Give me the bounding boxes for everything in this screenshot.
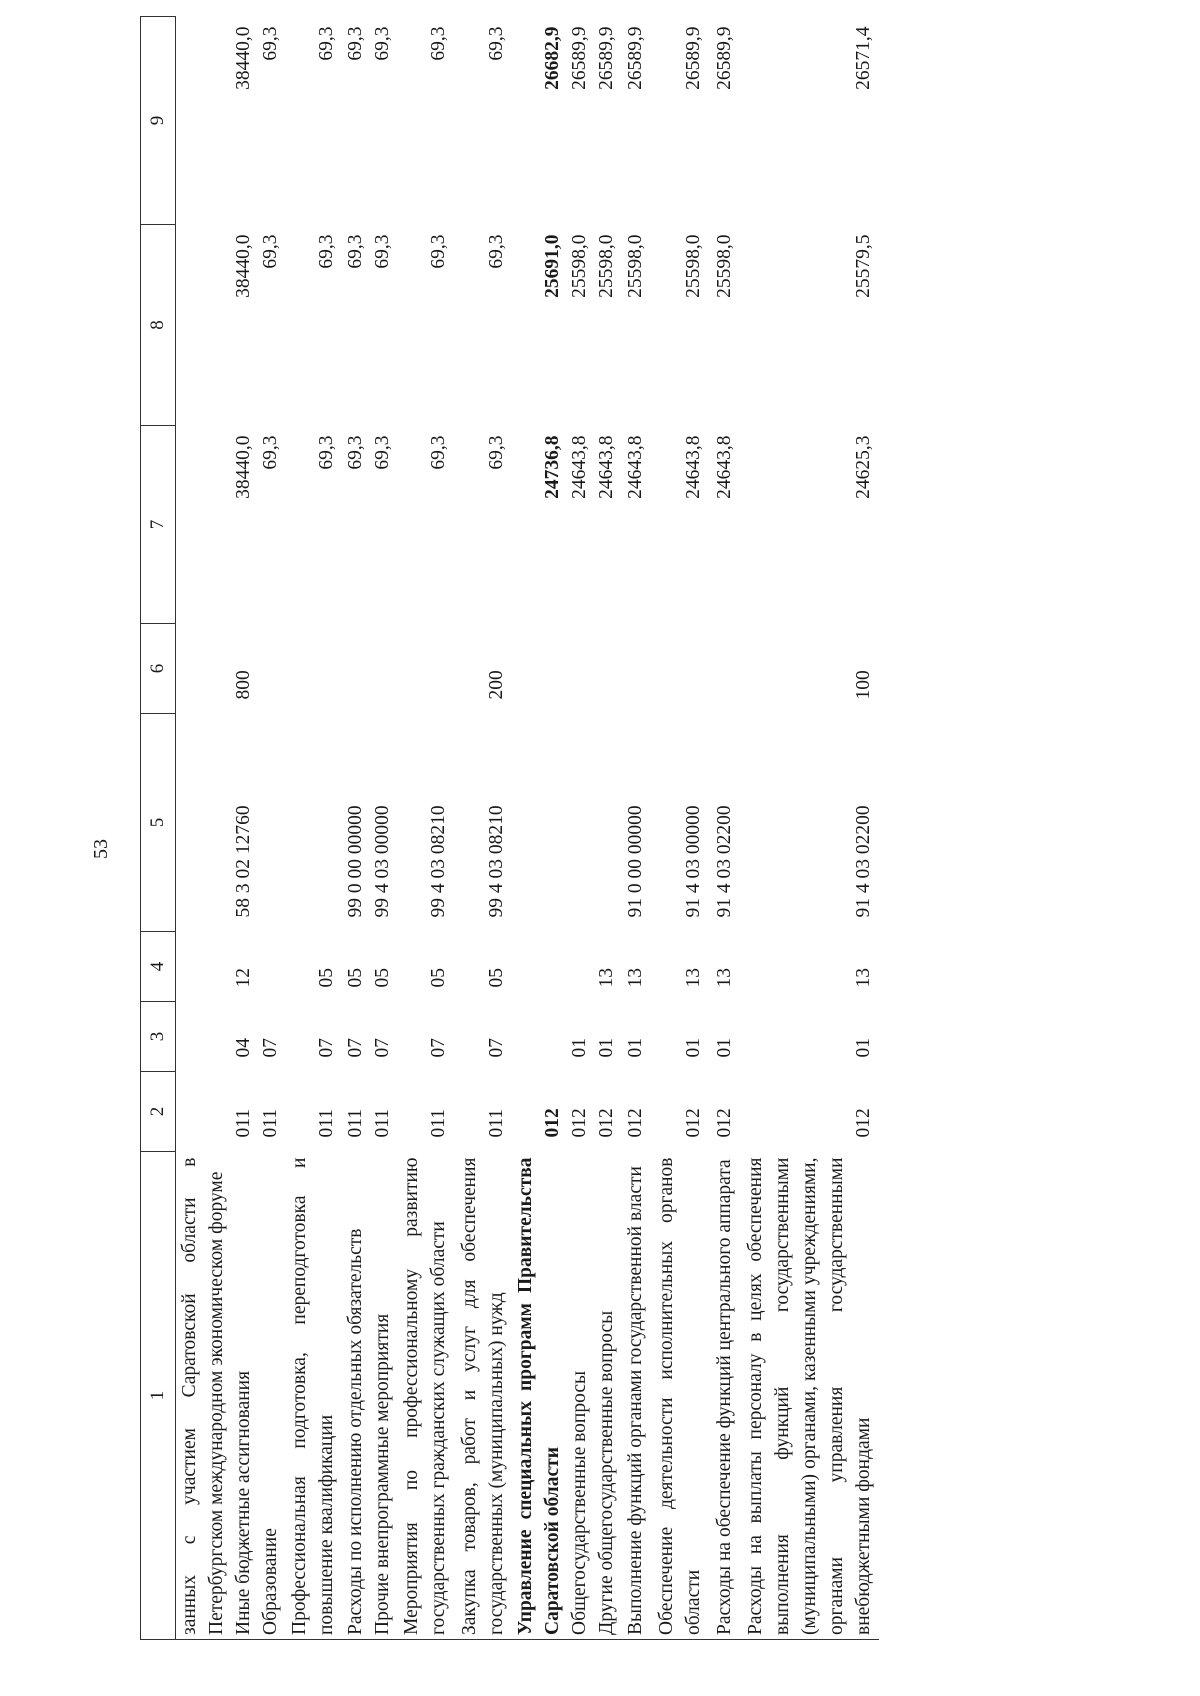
row-code-cell: 012 — [625, 1108, 646, 1138]
row-target-cell: 91 0 00 00000 — [625, 805, 646, 918]
row-value-cell: 24643,8 — [683, 435, 704, 499]
row-name-cell: Мероприятия по профессиональному развитию государственных гражданских служащих области — [396, 1152, 454, 1640]
row-subsection-cell: 05 — [345, 968, 366, 988]
row-value-cell: 69,3 — [316, 234, 337, 269]
table-body — [176, 17, 880, 1640]
row-section-cell: 01 — [714, 1038, 735, 1058]
row-value-cell: 25598,0 — [569, 234, 590, 298]
row-value-cell: 69,3 — [345, 234, 366, 269]
row-value-cell: 26589,9 — [625, 26, 646, 90]
row-value-cell: 38440,0 — [233, 435, 254, 499]
row-name-cell: Профессиональная подготовка, переподготовка и повышение квалификации — [284, 1152, 342, 1640]
row-section-cell — [512, 1002, 566, 1072]
row-name-cell: Расходы по исполнению отдельных обязательств — [342, 1152, 369, 1640]
row-value-cell: 24643,8 — [714, 435, 735, 499]
row-value-cell: 69,3 — [428, 435, 449, 470]
header-cell: 7 — [141, 426, 176, 624]
row-value-cell: 69,3 — [372, 234, 393, 269]
row-target-cell — [257, 714, 284, 932]
row-subsection-cell — [257, 932, 284, 1002]
header-cell: 9 — [141, 17, 176, 225]
row-type-cell — [512, 624, 566, 714]
row-section-cell: 07 — [486, 1038, 507, 1058]
row-value-cell — [176, 225, 231, 426]
row-value-cell: 25598,0 — [625, 234, 646, 298]
row-type-cell — [396, 624, 454, 714]
header-cell: 2 — [141, 1072, 176, 1152]
row-target-cell — [176, 714, 231, 932]
row-subsection-cell: 13 — [714, 968, 735, 988]
row-code-cell: 011 — [260, 1108, 281, 1138]
row-value-cell: 25598,0 — [596, 234, 617, 298]
table-row — [342, 17, 369, 1640]
table-row — [740, 17, 879, 1640]
row-value-cell: 69,3 — [486, 234, 507, 269]
row-type-cell — [566, 624, 593, 714]
table-row — [566, 17, 593, 1640]
row-value-cell: 26571,4 — [853, 26, 874, 90]
row-value-cell: 24643,8 — [569, 435, 590, 499]
row-value-cell: 24643,8 — [625, 435, 646, 499]
row-target-cell — [512, 714, 566, 932]
table-header-row — [141, 17, 176, 1640]
row-target-cell: 99 4 03 08210 — [486, 805, 507, 918]
page-number: 53 — [90, 839, 112, 859]
row-code-cell: 011 — [428, 1108, 449, 1138]
row-subsection-cell: 13 — [596, 968, 617, 988]
row-value-cell: 69,3 — [345, 435, 366, 470]
header-cell: 6 — [141, 624, 176, 714]
row-subsection-cell: 13 — [683, 968, 704, 988]
header-cell: 8 — [141, 225, 176, 426]
row-type-cell — [342, 624, 369, 714]
row-target-cell: 99 4 03 00000 — [372, 805, 393, 918]
table-row — [284, 17, 342, 1640]
row-value-cell: 69,3 — [428, 234, 449, 269]
row-value-cell: 24736,8 — [542, 435, 563, 499]
table-row — [620, 17, 651, 1640]
row-type-cell — [284, 624, 342, 714]
row-target-cell: 99 0 00 00000 — [345, 805, 366, 918]
row-value-cell: 25579,5 — [853, 234, 874, 298]
row-code-cell — [176, 1072, 231, 1152]
row-target-cell: 91 4 03 02200 — [714, 805, 735, 918]
table-row — [257, 17, 284, 1640]
row-subsection-cell: 05 — [316, 968, 337, 988]
row-type-cell — [369, 624, 396, 714]
row-section-cell: 07 — [428, 1038, 449, 1058]
row-code-cell: 012 — [569, 1108, 590, 1138]
row-type-cell — [620, 624, 651, 714]
row-type-cell — [709, 624, 740, 714]
row-section-cell: 07 — [372, 1038, 393, 1058]
row-subsection-cell — [512, 932, 566, 1002]
row-value-cell — [176, 426, 231, 624]
row-target-cell: 58 3 02 12760 — [233, 805, 254, 918]
row-subsection-cell: 12 — [233, 968, 254, 988]
row-section-cell: 07 — [316, 1038, 337, 1058]
header-cell: 3 — [141, 1002, 176, 1072]
row-value-cell: 69,3 — [260, 234, 281, 269]
row-subsection-cell — [566, 932, 593, 1002]
row-subsection-cell: 13 — [625, 968, 646, 988]
row-value-cell: 69,3 — [486, 26, 507, 61]
table-row — [369, 17, 396, 1640]
row-value-cell: 26589,9 — [714, 26, 735, 90]
table-row — [396, 17, 454, 1640]
row-value-cell: 25691,0 — [542, 234, 563, 298]
row-target-cell — [284, 714, 342, 932]
row-value-cell: 26589,9 — [569, 26, 590, 90]
row-subsection-cell: 05 — [372, 968, 393, 988]
row-name-cell: Общегосударственные вопросы — [566, 1152, 593, 1640]
table-row — [593, 17, 620, 1640]
table-row — [230, 17, 257, 1640]
row-code-cell: 011 — [316, 1108, 337, 1138]
row-value-cell: 26682,9 — [542, 26, 563, 90]
rotated-table-container — [140, 17, 1105, 1640]
row-code-cell: 012 — [542, 1108, 563, 1138]
row-code-cell: 012 — [683, 1108, 704, 1138]
table-row — [709, 17, 740, 1640]
row-value-cell: 69,3 — [372, 435, 393, 470]
budget-table — [140, 16, 879, 1640]
row-type-cell — [651, 624, 709, 714]
row-value-cell: 69,3 — [316, 435, 337, 470]
row-type-cell — [257, 624, 284, 714]
row-section-cell: 01 — [853, 1038, 874, 1058]
row-subsection-cell: 05 — [428, 968, 449, 988]
row-subsection-cell: 05 — [486, 968, 507, 988]
row-code-cell: 011 — [233, 1108, 254, 1138]
row-code-cell: 011 — [372, 1108, 393, 1138]
row-value-cell: 24625,3 — [853, 435, 874, 499]
row-name-cell: Расходы на выплаты персоналу в целях обеспечения выполнения функций государственными (муниципальными) органами, казенными учреждениями, органами управления государственными внебюджетными фондами — [740, 1152, 879, 1640]
row-section-cell: 04 — [233, 1038, 254, 1058]
row-value-cell: 38440,0 — [233, 234, 254, 298]
row-name-cell: Иные бюджетные ассигнования — [230, 1152, 257, 1640]
header-cell: 5 — [141, 714, 176, 932]
row-code-cell: 012 — [853, 1108, 874, 1138]
row-value-cell: 26589,9 — [596, 26, 617, 90]
row-section-cell: 01 — [569, 1038, 590, 1058]
row-code-cell: 011 — [345, 1108, 366, 1138]
row-target-cell: 99 4 03 08210 — [428, 805, 449, 918]
row-value-cell: 38440,0 — [233, 26, 254, 90]
table-row — [176, 17, 231, 1640]
row-type-cell: 100 — [853, 670, 874, 700]
row-section-cell: 01 — [683, 1038, 704, 1058]
row-section-cell — [176, 1002, 231, 1072]
row-target-cell: 91 4 03 02200 — [853, 805, 874, 918]
table-row — [512, 17, 566, 1640]
header-cell: 1 — [141, 1152, 176, 1640]
row-value-cell: 69,3 — [260, 435, 281, 470]
row-subsection-cell: 13 — [853, 968, 874, 988]
row-name-cell: Другие общегосударственные вопросы — [593, 1152, 620, 1640]
row-value-cell: 69,3 — [316, 26, 337, 61]
row-section-cell: 01 — [596, 1038, 617, 1058]
row-type-cell — [176, 624, 231, 714]
row-name-cell: Закупка товаров, работ и услуг для обеспечения государственных (муниципальных) нужд — [454, 1152, 512, 1640]
header-cell: 4 — [141, 932, 176, 1002]
row-value-cell: 69,3 — [260, 26, 281, 61]
row-name-cell: Обеспечение деятельности исполнительных органов области — [651, 1152, 709, 1640]
row-subsection-cell — [176, 932, 231, 1002]
row-type-cell: 200 — [486, 670, 507, 700]
row-code-cell: 012 — [596, 1108, 617, 1138]
row-section-cell: 07 — [260, 1038, 281, 1058]
row-value-cell: 25598,0 — [714, 234, 735, 298]
row-name-cell: Управление специальных программ Правительства Саратовской области — [512, 1152, 566, 1640]
row-value-cell: 25598,0 — [683, 234, 704, 298]
row-value-cell: 69,3 — [486, 435, 507, 470]
table-row — [454, 17, 512, 1640]
row-value-cell: 24643,8 — [596, 435, 617, 499]
row-value-cell: 69,3 — [372, 26, 393, 61]
row-target-cell: 91 4 03 00000 — [683, 805, 704, 918]
row-target-cell — [593, 714, 620, 932]
row-code-cell: 012 — [714, 1108, 735, 1138]
row-target-cell — [566, 714, 593, 932]
row-name-cell: Образование — [257, 1152, 284, 1640]
row-code-cell: 011 — [486, 1108, 507, 1138]
row-value-cell — [176, 17, 231, 225]
row-type-cell — [593, 624, 620, 714]
row-value-cell: 26589,9 — [683, 26, 704, 90]
table-row — [651, 17, 709, 1640]
row-type-cell: 800 — [233, 670, 254, 700]
row-value-cell: 69,3 — [428, 26, 449, 61]
row-name-cell: Выполнение функций органами государственной власти — [620, 1152, 651, 1640]
row-section-cell: 07 — [345, 1038, 366, 1058]
row-name-cell: Прочие внепрограммные мероприятия — [369, 1152, 396, 1640]
row-name-cell: Расходы на обеспечение функций центрального аппарата — [709, 1152, 740, 1640]
row-name-cell: занных с участием Саратовской области в Петербургском международном экономическом форуме — [176, 1152, 231, 1640]
row-value-cell: 69,3 — [345, 26, 366, 61]
row-section-cell: 01 — [625, 1038, 646, 1058]
